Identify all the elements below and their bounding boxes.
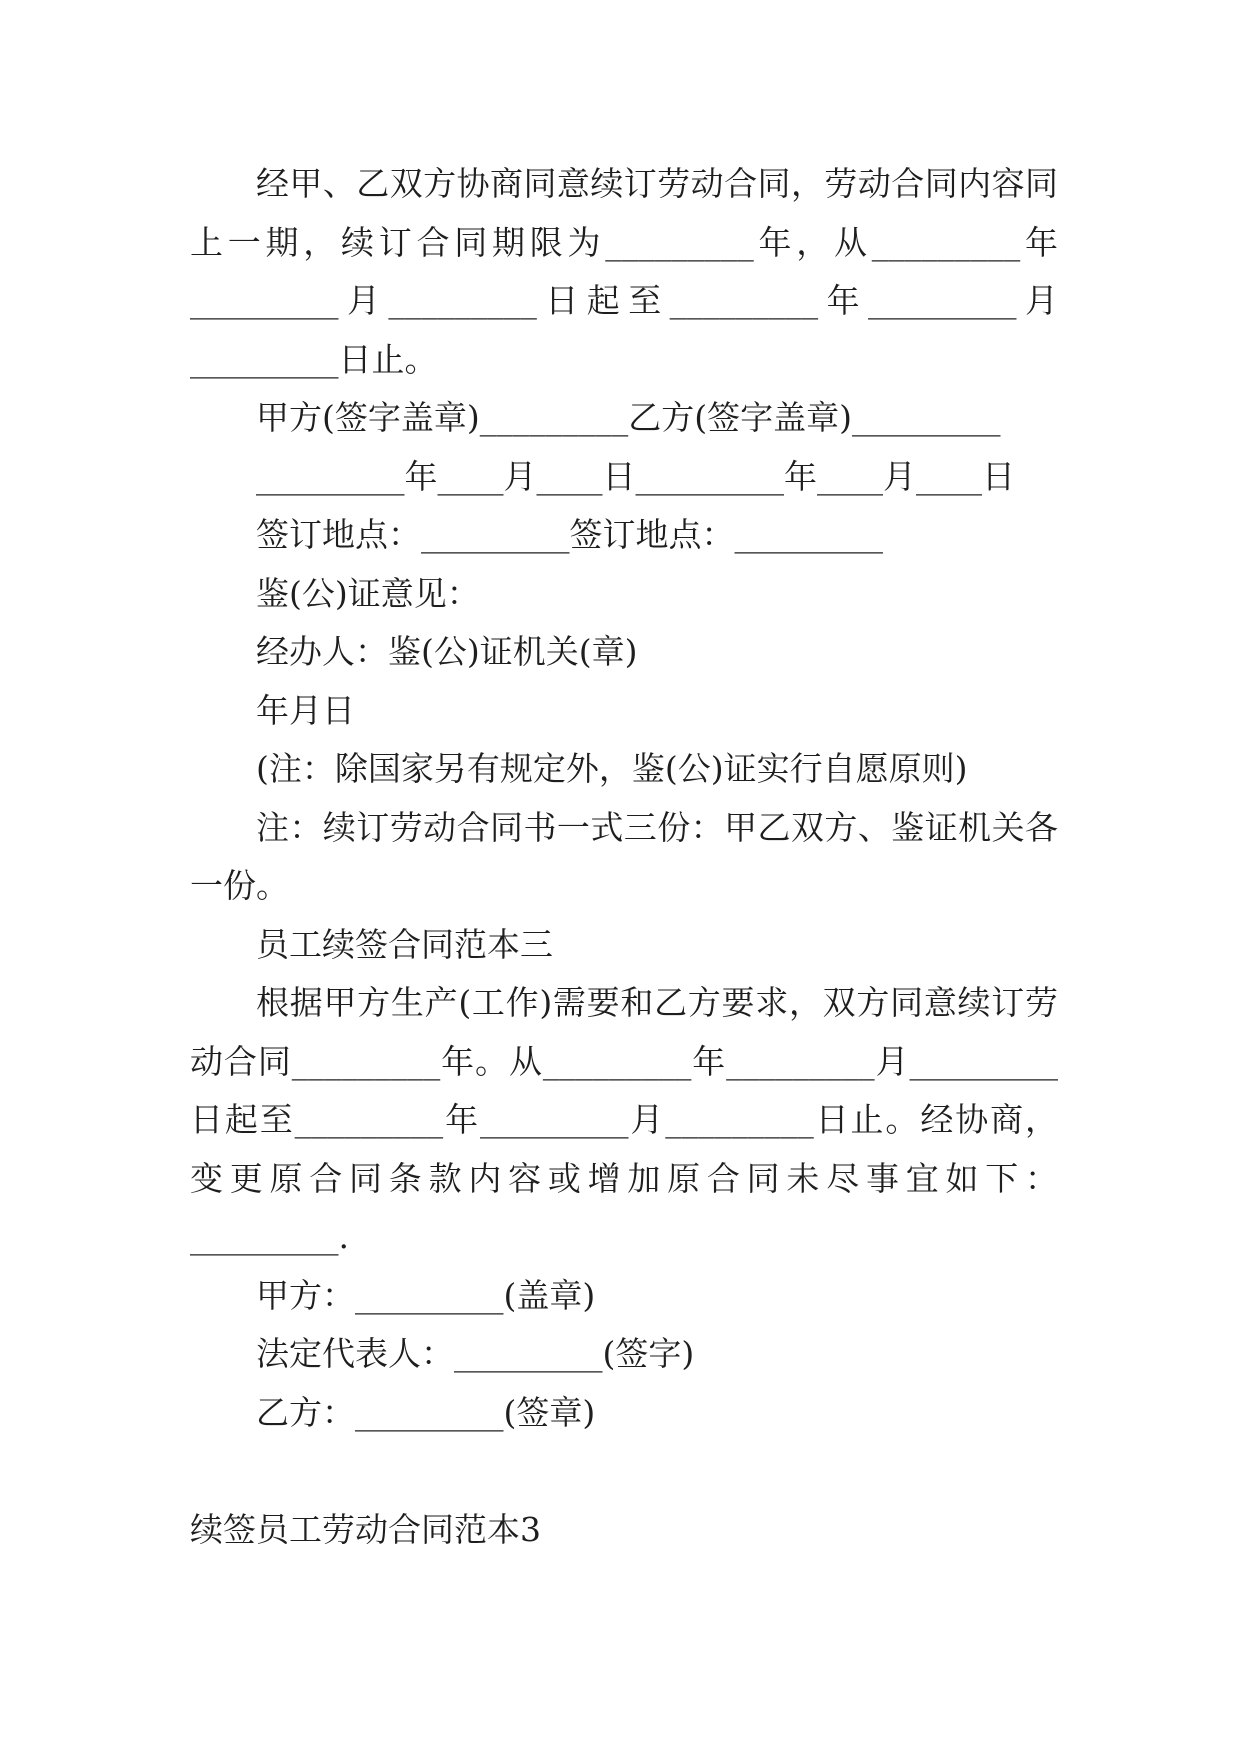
template-three-body-line-2: 动合同_________年。从_________年_________月_________ xyxy=(190,1041,1058,1081)
template-three-heading: 员工续签合同范本三 xyxy=(256,924,553,964)
template-three-body-line-4: 变更原合同条款内容或增加原合同未尽事宜如下： xyxy=(190,1158,1058,1198)
template-three-body-line-3: 日起至_________年_________月_________日止。经协商， xyxy=(190,1100,1058,1139)
notary-date-line: 年月日 xyxy=(256,690,355,730)
party-b-seal-line: 乙方：_________(签章) xyxy=(256,1392,596,1432)
signing-place-line: 签订地点：_________签订地点：_________ xyxy=(256,515,883,554)
renewal-clause-line-3: _________月_________日起至_________年_________月 xyxy=(190,281,1058,320)
document-body xyxy=(190,155,1058,1559)
renewal-clause-line-2: 上一期，续订合同期限为_________年，从_________年 xyxy=(190,222,1058,262)
signature-parties-line: 甲方(签字盖章)_________乙方(签字盖章)_________ xyxy=(256,398,1001,437)
legal-representative-line: 法定代表人：_________(签字) xyxy=(256,1334,695,1373)
next-section-title: 续签员工劳动合同范本3 xyxy=(190,1509,541,1549)
template-three-body-line-5: _________. xyxy=(190,1217,349,1256)
copies-note-line-1: 注：续订劳动合同书一式三份：甲乙双方、鉴证机关各 xyxy=(256,807,1058,847)
signature-dates-line: _________年____月____日_________年____月____日 xyxy=(256,456,1015,496)
copies-note-line-2: 一份。 xyxy=(190,866,289,905)
party-a-seal-line: 甲方：_________(盖章) xyxy=(256,1275,596,1315)
blank-line xyxy=(190,1442,1058,1501)
renewal-clause-line-1: 经甲、乙双方协商同意续订劳动合同，劳动合同内容同 xyxy=(256,164,1058,203)
notary-opinion-label: 鉴(公)证意见： xyxy=(256,573,480,613)
template-three-body-line-1: 根据甲方生产(工作)需要和乙方要求，双方同意续订劳 xyxy=(256,983,1058,1022)
renewal-clause-line-4: _________日止。 xyxy=(190,339,438,379)
notary-handler-line: 经办人：鉴(公)证机关(章) xyxy=(256,632,638,671)
notary-remark: (注：除国家另有规定外，鉴(公)证实行自愿原则) xyxy=(256,749,968,788)
